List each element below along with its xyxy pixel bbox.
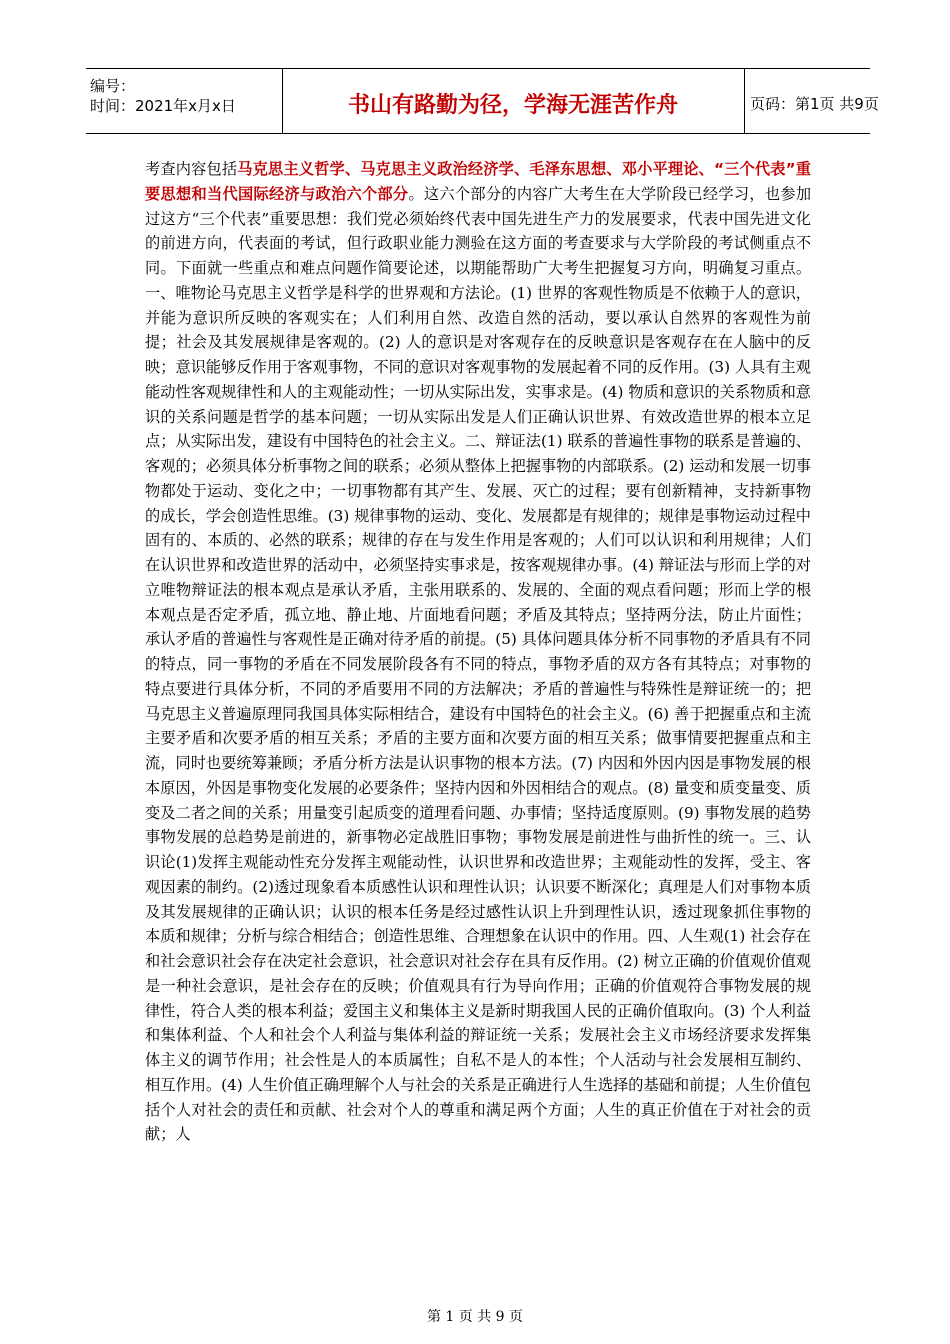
body-paragraph: 。这六个部分的内容广大考生在大学阶段已经学习，也参加过这方“三个代表”重要思想：我们党必须始终代表中国先进生产力的发展要求，代表中国先进文化的前进方向，代表面的考试，但行政职业能力测验在这方面的考查要求与大学阶段的考试侧重点不同。下面就一些重点和难点问题作简要论述，以期能帮助广大考生把握复习方向，明确复习重点。一、唯物论马克思主义哲学是科学的世界观和方法论。(1) 世界的客观性物质是不依赖于人的意识，并能为意识所反映的客观实在；人们利用自然、改造自然的活动，要以承认自然界的客观性为前提；社会及其发展规律是客观的。(2) 人的意识是对客观存在的反映意识是客观存在在人脑中的反映；意识能够反作用于客观事物，不同的意识对客观事物的发展起着不同的反作用。(3) 人具有主观能动性客观规律性和人的主观能动性；一切从实际出发，实事求是。(4) 物质和意识的关系物质和意识的关系问题是哲学的基本问题；一切从实际出发是人们正确认识世界、有效改造世界的根本立足点；从实际出发，建设有中国特色的社会主义。二、辩证法(1) 联系的普遍性事物的联系是普遍的、客观的；必须具体分析事物之间的联系；必须从整体上把握事物的内部联系。(2) 运动和发展一切事物都处于运动、变化之中；一切事物都有其产生、发展、灭亡的过程；要有创新精神，支持新事物的成长，学会创造性思维。(3) 规律事物的运动、变化、发展都是有规律的；规律是事物运动过程中固有的、本质的、必然的联系；规律的存在与发生作用是客观的；人们可以认识和利用规律；人们在认识世界和改造世界的活动中，必须坚持实事求是，按客观规律办事。(4) 辩证法与形而上学的对立唯物辩证法的根本观点是承认矛盾，主张用联系的、发展的、全面的观点看问题；形而上学的根本观点是否定矛盾，孤立地、静止地、片面地看问题；矛盾及其特点；坚持两分法，防止片面性；承认矛盾的普遍性与客观性是正确对待矛盾的前提。(5) 具体问题具体分析不同事物的矛盾具有不同的特点，同一事物的矛盾在不同发展阶段各有不同的特点，事物矛盾的双方各有其特点；对事物的特点要进行具体分析，不同的矛盾要用不同的方法解决；矛盾的普遍性与特殊性是辩证统一的；把马克思主义普遍原理同我国具体实际相结合，建设有中国特色的社会主义。(6) 善于把握重点和主流主要矛盾和次要矛盾的相互关系；矛盾的主要方面和次要方面的相互关系；做事情要把握重点和主流，同时也要统筹兼顾；矛盾分析方法是认识事物的根本方法。(7) 内因和外因内因是事物发展的根本原因，外因是事物变化发展的必要条件；坚持内因和外因相结合的观点。(8) 量变和质变量变、质变及二者之间的关系；用量变引起质变的道理看问题、办事情；坚持适度原则。(9) 事物发展的趋势事物发展的总趋势是前进的，新事物必定战胜旧事物；事物发展是前进性与曲折性的统一。三、认识论(1)发挥主观能动性充分发挥主观能动性，认识世界和改造世界；主观能动性的发挥，受主、客观因素的制约。(2)透过现象看本质感性认识和理性认识；认识要不断深化；真理是人们对事物本质及其发展规律的正确认识；认识的根本任务是经过感性认识上升到理性认识，透过现象抓住事物的本质和规律；分析与综合相结合；创造性思维、合理想象在认识中的作用。四、人生观(1) 社会存在和社会意识社会存在决定社会意识，社会意识对社会存在具有反作用。(2) 树立正确的价值观价值观是一种社会意识，是社会存在的反映；价值观具有行为导向作用；正确的价值观符合事物发展的规律性，符合人类的根本利益；爱国主义和集体主义是新时期我国人民的正确价值取向。(3) 个人利益和集体利益、个人和社会个人利益与集体利益的辩证统一关系；发展社会主义市场经济要求发挥集体主义的调节作用；社会性是人的本质属性；自私不是人的本性；个人活动与社会发展相互制约、相互作用。(4) 人生价值正确理解个人与社会的关系是正确进行人生选择的基础和前提；人生价值包括个人对社会的责任和贡献、社会对个人的尊重和满足两个方面；人生的真正价值在于对社会的贡献；人 [145, 184, 812, 1144]
header-page-cell [744, 69, 879, 133]
body-text [145, 157, 811, 1147]
header-info-cell [86, 69, 283, 133]
body-highlight: 马克思主义哲学、马克思主义政治经济学、毛泽东思想、邓小平理论、“三个代表”重要思想和当代国际经济与政治六个部分 [145, 160, 811, 203]
page-header [86, 68, 879, 134]
body-intro: 考查内容包括 [145, 160, 238, 178]
document-date: 时间：2021年x月x日 [90, 97, 236, 115]
header-motto: 书山有路勤为径，学海无涯苦作舟 [347, 93, 678, 118]
header-page-number: 页码：第1页 共9页 [750, 95, 879, 113]
page-footer: 第 1 页 共 9 页 [426, 1309, 524, 1325]
document-number: 编号： [90, 77, 136, 95]
header-motto-cell [282, 69, 745, 133]
